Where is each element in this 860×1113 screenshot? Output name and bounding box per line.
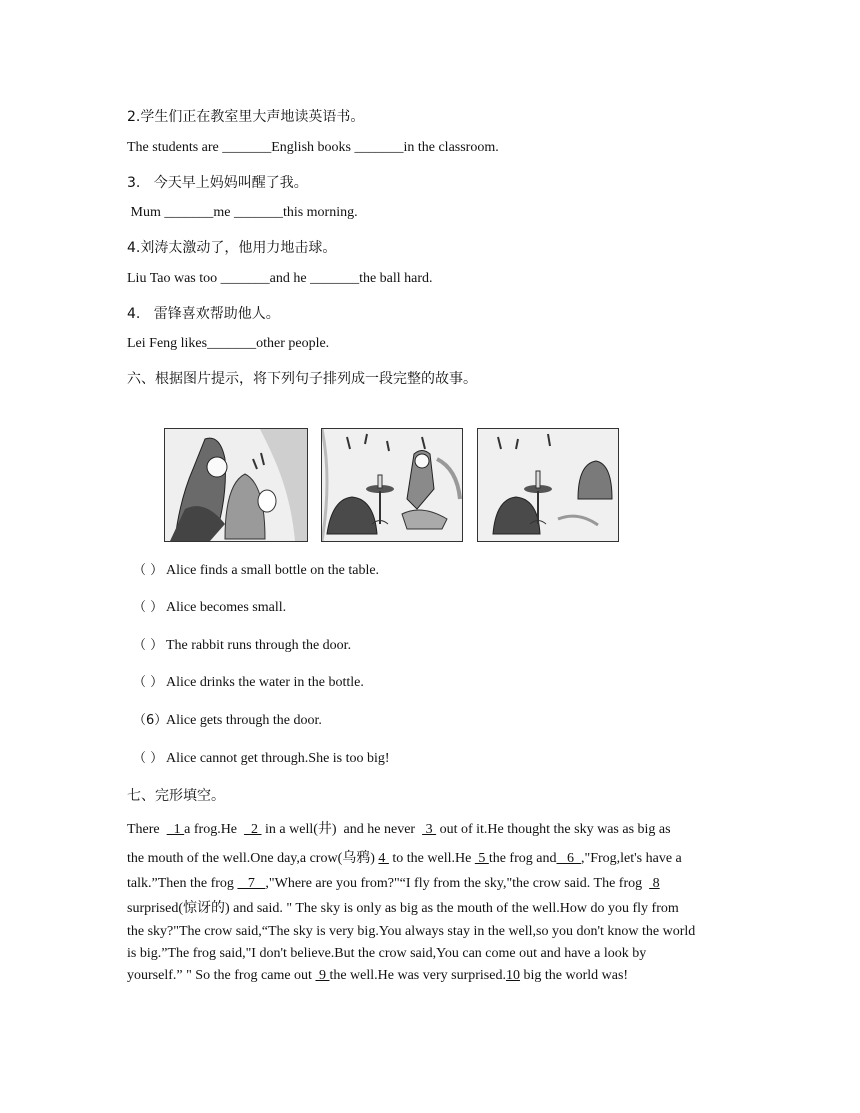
item-2-english: The students are _______English books _______in the classroom.	[127, 140, 499, 155]
story-picture-3	[477, 428, 619, 542]
item-4-chinese: 4.刘涛太激动了，他用力地击球。	[127, 240, 337, 256]
section-7-heading: 七、完形填空。	[127, 788, 225, 804]
story-pictures	[164, 428, 624, 541]
order-blank[interactable]: （ ）	[133, 600, 164, 615]
cloze-blank-5[interactable]: 5	[474, 851, 489, 866]
story-picture-1	[164, 428, 308, 542]
cloze-blank-9[interactable]: 9	[315, 968, 330, 983]
order-blank[interactable]: （6）	[133, 713, 168, 728]
order-blank[interactable]: （ ）	[133, 675, 164, 690]
story-sentence	[133, 596, 286, 616]
item-3-chinese: 3. 今天早上妈妈叫醒了我。	[127, 175, 308, 191]
item-5-chinese: 4. 雷锋喜欢帮助他人。	[127, 306, 280, 322]
cloze-line: There 1 a frog.He 2 in a well(井) and he never 3 out of it.He thought the sky was as big as	[127, 822, 671, 837]
order-blank[interactable]: （ ）	[133, 638, 164, 653]
order-blank[interactable]: （ ）	[133, 751, 164, 766]
sentence-text: Alice drinks the water in the bottle.	[166, 675, 364, 690]
cloze-blank-3[interactable]: 3	[422, 822, 437, 837]
item-3-english: Mum _______me _______this morning.	[127, 205, 358, 220]
cloze-line: the sky?"The crow said,“The sky is very big.You always stay in the well,so you don't know the world	[127, 924, 696, 939]
section-6-heading: 六、根据图片提示，将下列句子排列成一段完整的故事。	[127, 371, 477, 387]
story-picture-2	[321, 428, 463, 542]
cloze-line: is big.”The frog said,"I don't believe.But the crow said,You can come out and have a look by	[127, 946, 647, 961]
cloze-blank-8[interactable]: 8	[649, 876, 660, 891]
story-sentence	[133, 747, 390, 767]
item-2-chinese: 2.学生们正在教室里大声地读英语书。	[127, 109, 365, 125]
sentence-text: Alice gets through the door.	[166, 713, 322, 728]
item-4-english: Liu Tao was too _______and he _______the ball hard.	[127, 271, 433, 286]
sentence-text: Alice becomes small.	[166, 600, 287, 615]
cloze-blank-10[interactable]: 10	[505, 968, 520, 983]
cloze-blank-6[interactable]: 6	[556, 851, 581, 866]
cloze-blank-4[interactable]: 4	[378, 851, 389, 866]
order-blank[interactable]: （ ）	[133, 563, 164, 578]
item-5-english: Lei Feng likes_______other people.	[127, 336, 330, 351]
sentence-text: Alice cannot get through.She is too big!	[166, 751, 390, 766]
story-sentence	[133, 634, 351, 654]
cloze-line: talk.”Then the frog 7 ,"Where are you from?"“I fly from the sky,"the crow said. The frog 8	[127, 876, 660, 891]
story-sentence	[133, 559, 379, 579]
sentence-text: Alice finds a small bottle on the table.	[166, 563, 380, 578]
sentence-text: The rabbit runs through the door.	[166, 638, 352, 653]
story-sentence	[133, 671, 364, 691]
cloze-blank-2[interactable]: 2	[244, 822, 262, 837]
cloze-blank-1[interactable]: 1	[166, 822, 185, 837]
story-sentence	[133, 709, 322, 729]
cloze-line: surprised(惊讶的) and said. " The sky is only as big as the mouth of the well.How do you fly from	[127, 901, 679, 916]
cloze-blank-7[interactable]: 7	[237, 876, 266, 891]
cloze-line: yourself.” " So the frog came out 9 the well.He was very surprised.10 big the world was!	[127, 968, 629, 983]
cloze-line: the mouth of the well.One day,a crow(乌鸦) 4 to the well.He 5 the frog and 6 ,"Frog,let's have a	[127, 851, 682, 866]
cloze-passage	[127, 818, 737, 987]
